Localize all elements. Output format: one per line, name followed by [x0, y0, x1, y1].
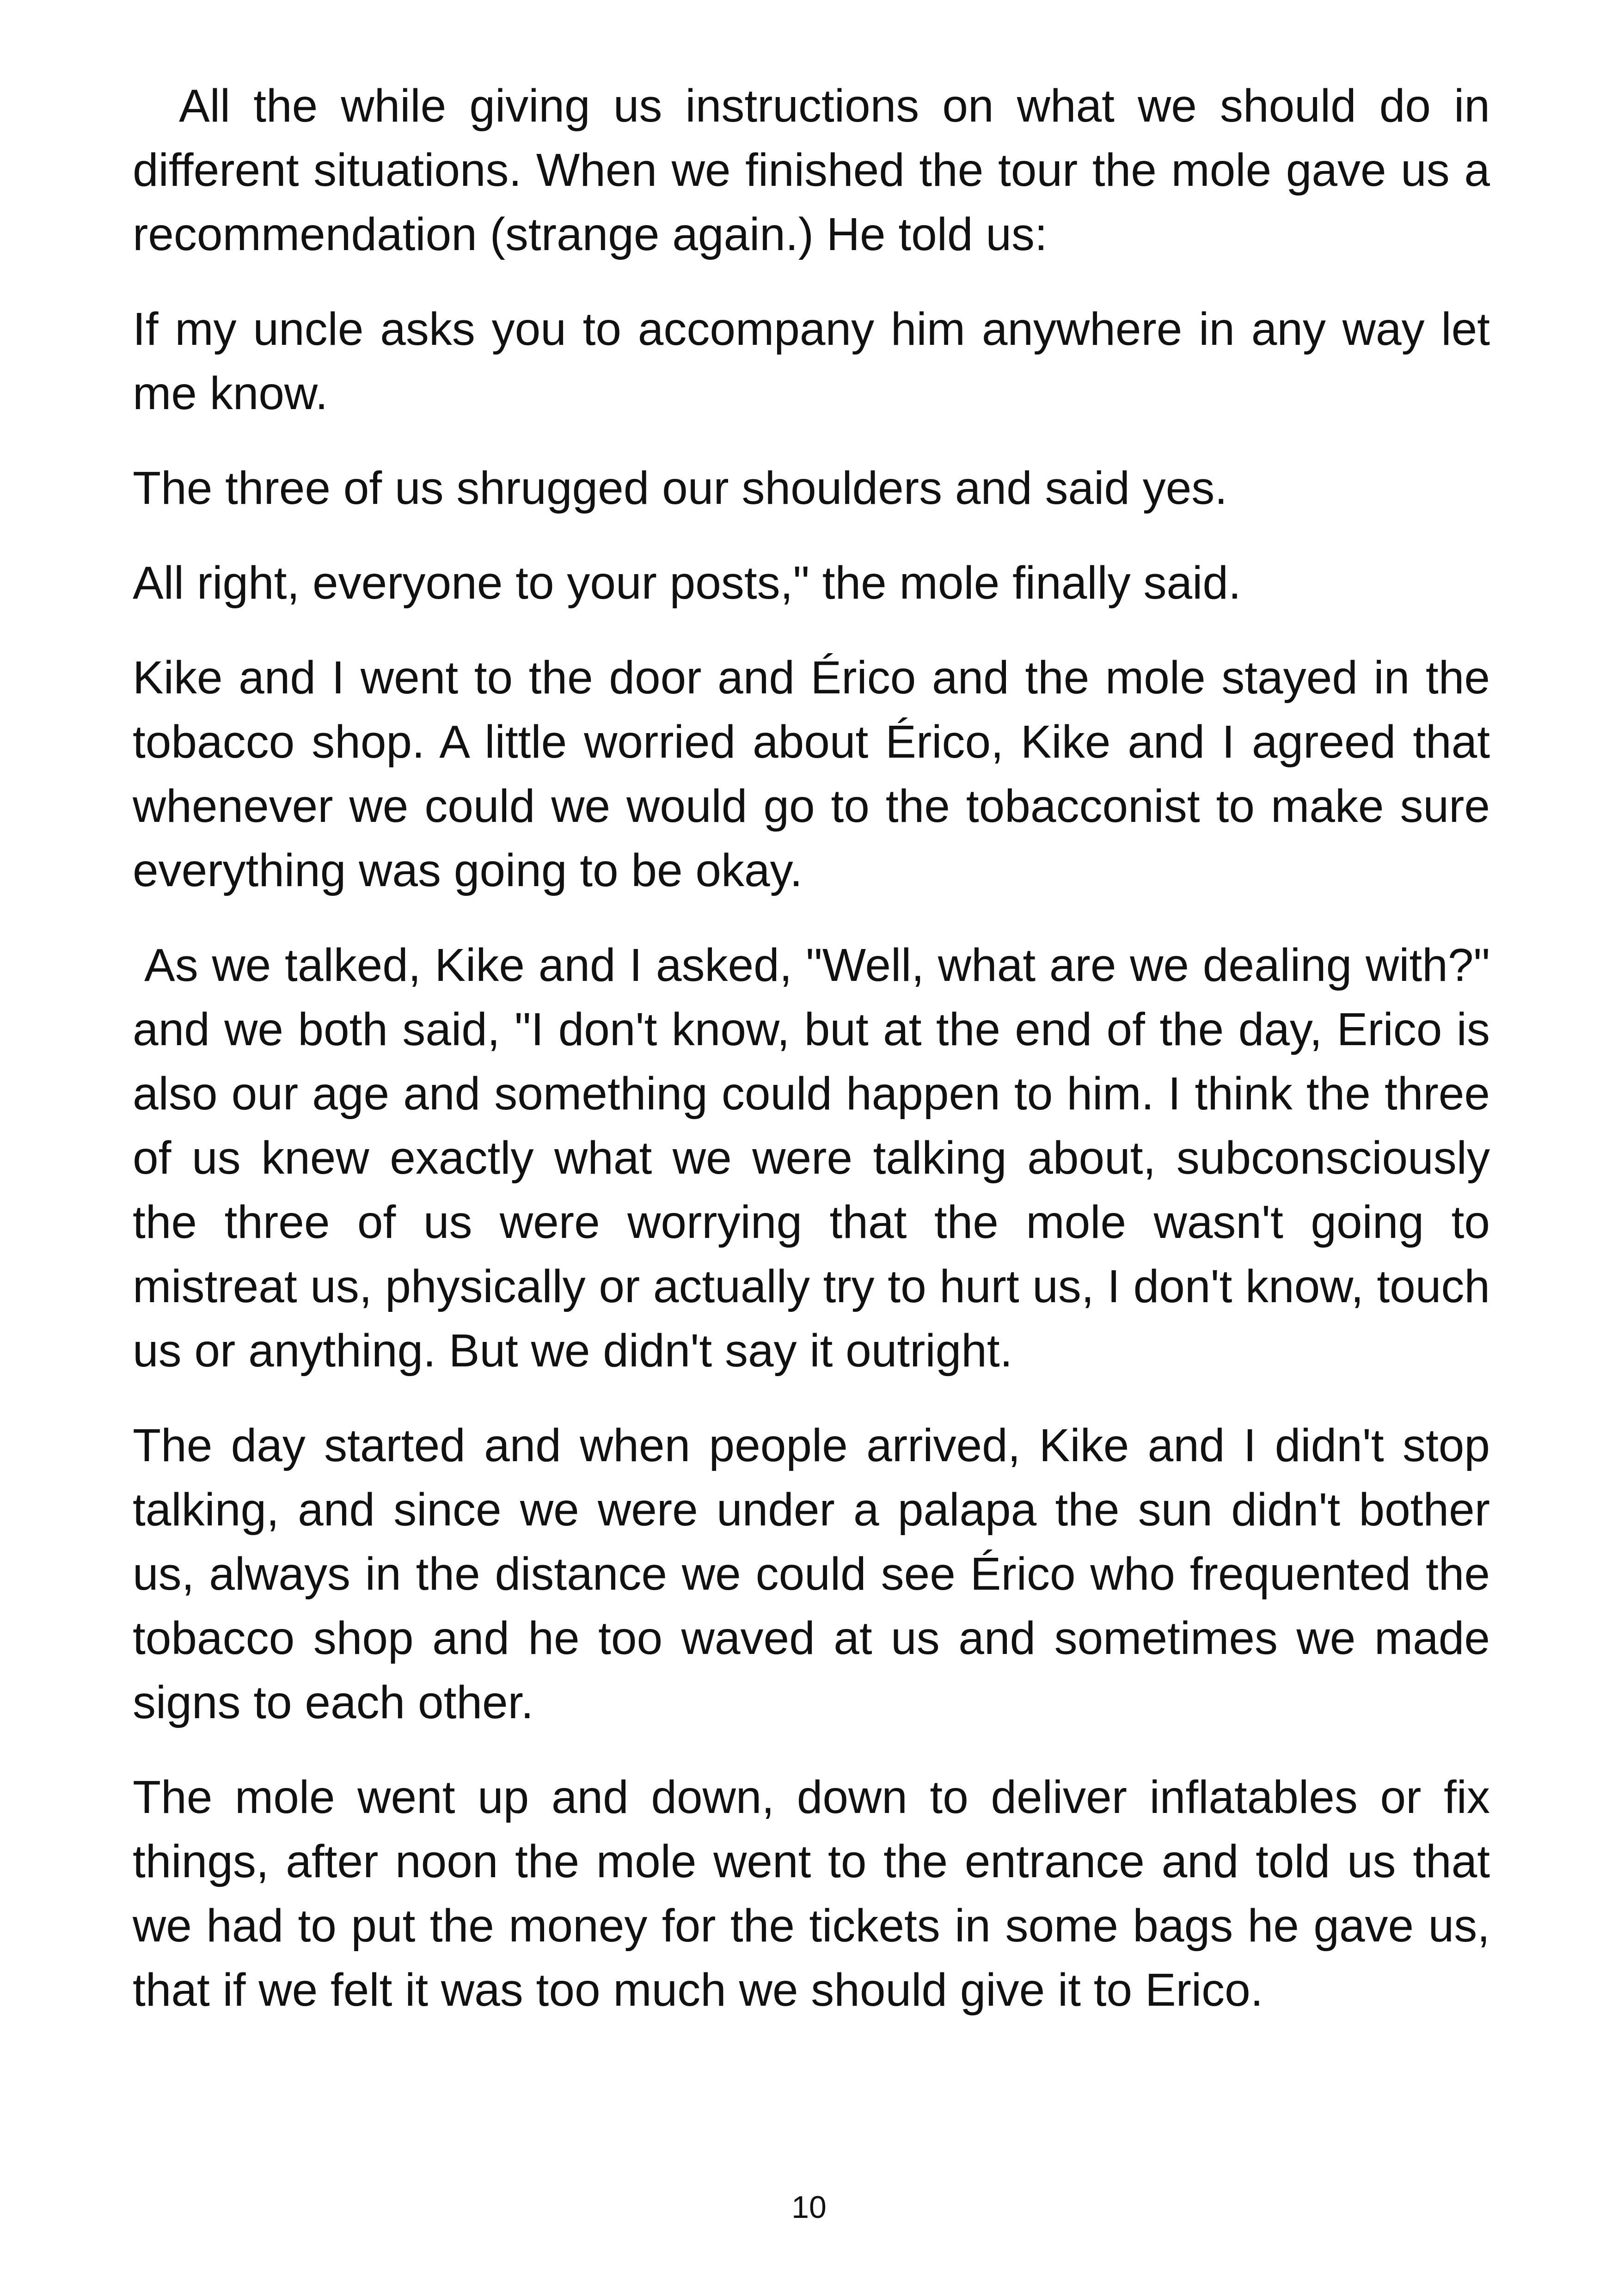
body-text [133, 74, 1490, 2053]
paragraph-3: The three of us shrugged our shoulders and said yes. [133, 462, 1228, 514]
paragraph-8: The mole went up and down, down to deliver inflatables or fix things, after noon the mole went to the entrance and told us that we had to put the money for the tickets in some bags he gave us, that if we felt it was too much we should give it to Erico. [133, 1771, 1490, 2016]
paragraph-7: The day started and when people arrived, Kike and I didn't stop talking, and since we were under a palapa the sun didn't bother us, always in the distance we could see Érico who frequented the tobacco shop and he too waved at us and sometimes we made signs to each other. [133, 1420, 1490, 1728]
paragraph-1: All the while giving us instructions on what we should do in different situations. When we finished the tour the mole gave us a recommendation (strange again.) He told us: [133, 80, 1490, 260]
paragraph-6: As we talked, Kike and I asked, "Well, what are we dealing with?" and we both said, "I don't know, but at the end of the day, Erico is also our age and something could happen to him. I think the three of us knew exactly what we were talking about, subconsciously the three of us were worrying that the mole wasn't going to mistreat us, physically or actually try to hurt us, I don't know, touch us or anything. But we didn't say it outright. [133, 939, 1490, 1377]
paragraph-4: All right, everyone to your posts," the mole finally said. [133, 557, 1241, 609]
paragraph-2: If my uncle asks you to accompany him anywhere in any way let me know. [133, 303, 1490, 419]
paragraph-5: Kike and I went to the door and Érico and the mole stayed in the tobacco shop. A little worried about Érico, Kike and I agreed that whenever we could we would go to the tobacconist to make sure everything was going to be okay. [133, 652, 1490, 896]
page-number: 10 [791, 2190, 827, 2225]
